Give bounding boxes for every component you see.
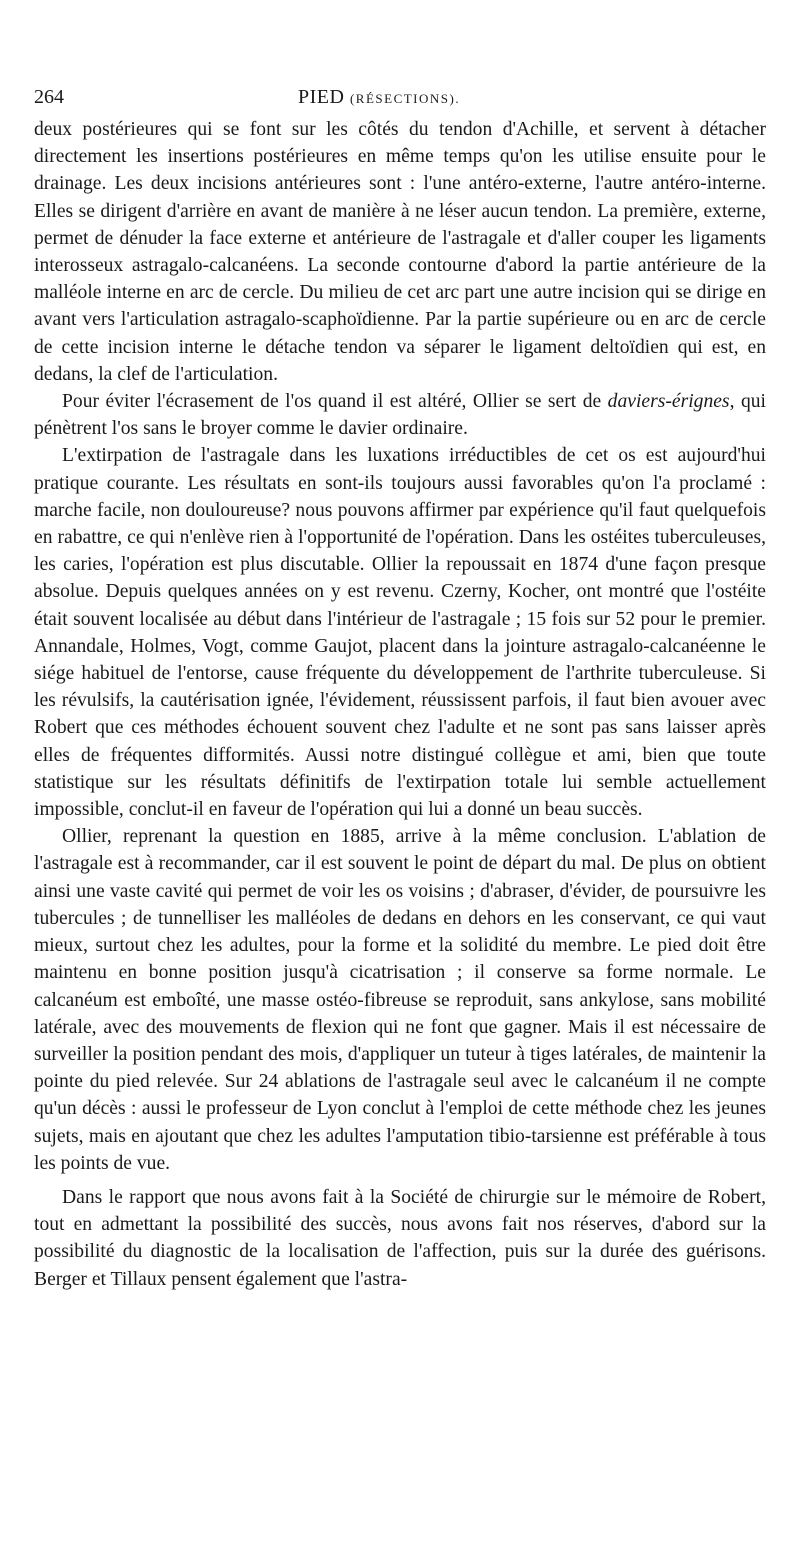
paragraph-2 [34,388,766,442]
paragraph-3: L'extirpation de l'astragale dans les luxations irréductibles de cet os est aujourd'hui pratique courante. Les résultats en sont-ils toujours aussi favorables qu'on l'a proclamé : marche facile, non douloureuse? nous pouvons affirmer par expérience qu'il faut quelquefois en rabattre, ce qui n'enlève rien à l'opportunité de l'opération. Dans les ostéites tuberculeuses, les caries, l'opération est plus discutable. Ollier la repoussait en 1874 d'une façon presque absolue. Depuis quelques années on y est revenu. Czerny, Kocher, ont montré que l'ostéite était souvent localisée au début dans l'intérieur de l'astragale ; 15 fois sur 52 pour le premier. Annandale, Holmes, Vogt, comme Gaujot, placent dans la jointure astragalo-calcanéenne le siége habituel de l'entorse, cause fréquente du développement de l'arthrite tuberculeuse. Si les révulsifs, la cautérisation ignée, l'évidement, réussissent parfois, il faut bien avouer avec Robert que ces méthodes échouent souvent chez l'adulte et ne sont pas sans laisser après elles de fréquentes difformités. Aussi notre distingué collègue et ami, bien que toute statistique sur les résultats définitifs de l'extirpation totale lui semble actuellement impossible, conclut-il en faveur de l'opération qui lui a donné un beau succès. [34,445,766,821]
document-page [34,84,766,1293]
paragraph-5: Dans le rapport que nous avons fait à la Société de chirurgie sur le mémoire de Robert, tout en admettant la possibilité des succès, nous avons fait nos réserves, d'abord sur la possibilité du diagnostic de la localisation de l'affection, puis sur la durée des guérisons. Berger et Tillaux pensent également que l'astra- [34,1186,766,1290]
paragraph-1: deux postérieures qui se font sur les côtés du tendon d'Achille, et servent à détacher directement les insertions postérieures en même temps qu'on les utilise ensuite pour le drainage. Les deux incisions antérieures sont : l'une antéro-externe, l'autre antéro-interne. Elles se dirigent d'arrière en avant de manière à ne léser aucun tendon. La première, externe, permet de dénuder la face externe et antérieure de l'astragale et d'aller couper les ligaments interosseux astragalo-calcanéens. La seconde contourne d'abord la partie antérieure de la malléole interne en arc de cercle. Du milieu de cet arc part une autre incision qui se dirige en avant vers l'articulation astragalo-scaphoïdienne. Par la partie supérieure ou en arc de cercle de cette incision interne le détache tendon va séparer le ligament deltoïdien qui est, en dedans, la clef de l'articulation. [34,119,766,385]
body-text [34,116,766,1293]
running-title-section: (RÉSECTIONS). [349,91,461,106]
paragraph-4: Ollier, reprenant la question en 1885, arrive à la même conclusion. L'ablation de l'astragale est à recommander, car il est souvent le point de départ du mal. De plus on obtient ainsi une vaste cavité qui permet de voir les os voisins ; d'abraser, d'évider, de poursuivre les tubercules ; de tunnelliser les malléoles de dedans en dehors en les conservant, ce qui vaut mieux, surtout chez les adultes, pour la forme et la solidité du membre. Le pied doit être maintenu en bonne position jusqu'à cicatrisation ; il conserve sa forme normale. Le calcanéum est emboîté, une masse ostéo-fibreuse se reproduit, sans ankylose, sans mobilité latérale, avec des mouvements de flexion qui ne font que gagner. Mais il est nécessaire de surveiller la position pendant des mois, d'appliquer un tuteur à tiges latérales, de maintenir la pointe du pied relevée. Sur 24 ablations de l'astragale seul avec le calcanéum il ne compte qu'un décès : aussi le professeur de Lyon conclut à l'emploi de cette méthode chez les jeunes sujets, mais en ajoutant que chez les adultes l'amputation tibio-tarsienne est préférable à tous les points de vue. [34,826,766,1174]
paragraph-2-italic-term: daviers-érignes [607,391,730,413]
page-header [34,84,766,114]
running-title-main: PIED [298,86,345,108]
paragraph-2-start: Pour éviter l'écrasement de l'os quand il est altéré, Ollier se sert de [62,391,608,413]
page-number: 264 [34,86,64,108]
paragraph-2-end: , qui pénètrent l'os sans le broyer comme le davier ordinaire. [34,391,766,440]
running-title [298,86,460,109]
